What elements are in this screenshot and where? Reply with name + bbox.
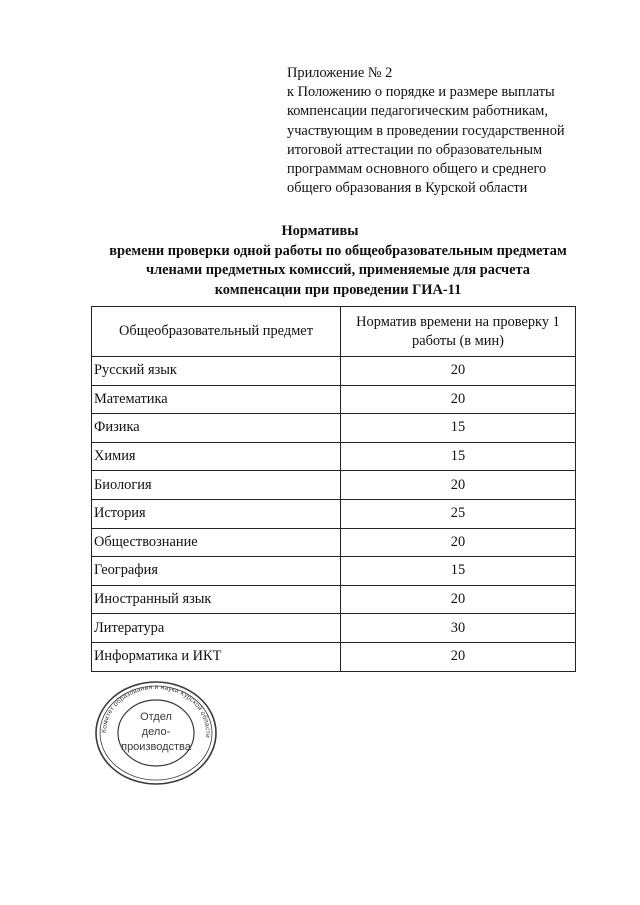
appendix-line: участвующим в проведении государственной (287, 122, 565, 139)
table-row (92, 642, 576, 671)
title-line: Нормативы (281, 223, 359, 239)
appendix-block (287, 64, 607, 198)
table-row (92, 528, 576, 557)
title-line: членами предметных комиссий, применяемые для расчета (145, 262, 530, 278)
minutes-cell: 20 (341, 642, 576, 671)
subject-cell: Обществознание (92, 528, 341, 557)
document-title (0, 222, 640, 300)
subject-cell: История (92, 499, 341, 528)
subject-cell: Русский язык (92, 357, 341, 386)
minutes-cell: 20 (341, 357, 576, 386)
subject-cell: География (92, 557, 341, 586)
table-row (92, 585, 576, 614)
appendix-line: итоговой аттестации по образовательным (287, 141, 543, 158)
minutes-cell: 30 (341, 614, 576, 643)
table-row (92, 499, 576, 528)
minutes-cell: 20 (341, 528, 576, 557)
appendix-line: компенсации педагогическим работникам, (287, 103, 548, 120)
subject-cell: Математика (92, 385, 341, 414)
minutes-cell: 25 (341, 499, 576, 528)
stamp-seal (93, 680, 219, 786)
table-header-row (92, 307, 576, 357)
subject-cell: Биология (92, 471, 341, 500)
minutes-cell: 20 (341, 585, 576, 614)
subject-cell: Физика (92, 414, 341, 443)
appendix-line: программам основного общего и среднего (287, 161, 547, 178)
minutes-cell: 15 (341, 414, 576, 443)
table-row (92, 442, 576, 471)
minutes-cell: 15 (341, 557, 576, 586)
header-subject: Общеобразовательный предмет (92, 307, 341, 357)
minutes-cell: 20 (341, 471, 576, 500)
table-row (92, 357, 576, 386)
header-minutes: Норматив времени на проверку 1 работы (в мин) (341, 307, 576, 357)
subject-cell: Информатика и ИКТ (92, 642, 341, 671)
table-row (92, 471, 576, 500)
appendix-line: общего образования в Курской области (287, 180, 528, 197)
appendix-line: Приложение № 2 (287, 65, 393, 81)
minutes-cell: 20 (341, 385, 576, 414)
minutes-cell: 15 (341, 442, 576, 471)
table-row (92, 614, 576, 643)
subject-cell: Иностранный язык (92, 585, 341, 614)
subject-cell: Химия (92, 442, 341, 471)
title-line: компенсации при проведении ГИА-11 (214, 281, 462, 298)
subject-cell: Литература (92, 614, 341, 643)
stamp-inner-line: производства (121, 741, 191, 753)
stamp-inner-line: дело- (141, 726, 171, 738)
stamp-ring-textpath: Комитет образования и науки Курской области (100, 683, 212, 739)
stamp-inner-line: Отдел (140, 711, 172, 723)
norms-table (91, 306, 576, 672)
table-row (92, 414, 576, 443)
appendix-line: к Положению о порядке и размере выплаты (287, 84, 555, 101)
table-row (92, 557, 576, 586)
office-stamp (93, 680, 219, 786)
title-line: времени проверки одной работы по общеобразовательным предметам (109, 242, 567, 259)
table-row (92, 385, 576, 414)
